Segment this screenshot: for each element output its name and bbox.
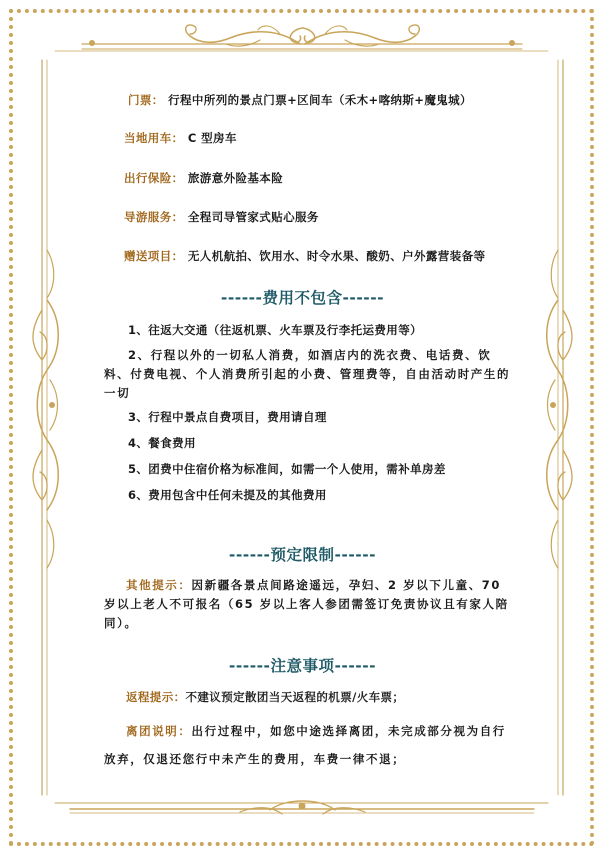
included-car-row bbox=[124, 130, 237, 146]
return-text: 不建议预定散团当天返程的机票/火车票； bbox=[185, 690, 405, 704]
excluded-item-2: 2、行程以外的一切私人消费，如酒店内的洗衣费、电话费、饮料、付费电视、个人消费所引起的小费、管理费等，自由活动时产生的一切 bbox=[104, 348, 511, 400]
booking-label: 其他提示： bbox=[126, 578, 192, 592]
excluded-item-3: 3、行程中景点自费项目，费用请自理 bbox=[128, 410, 327, 424]
guide-label: 导游服务： bbox=[124, 210, 184, 224]
included-insurance-row bbox=[124, 170, 283, 186]
included-gifts-row bbox=[124, 248, 485, 264]
excluded-item-6: 6、费用包含中任何未提及的其他费用 bbox=[128, 488, 327, 502]
ticket-text: 行程中所列的景点门票+区间车（禾木+喀纳斯+魔鬼城） bbox=[168, 93, 472, 107]
booking-paragraph bbox=[104, 576, 514, 633]
gifts-text: 无人机航拍、饮用水、时令水果、酸奶、户外露营装备等 bbox=[187, 249, 486, 263]
leave-label: 离团说明： bbox=[126, 724, 192, 738]
return-label: 返程提示： bbox=[126, 690, 186, 704]
ticket-label: 门票： bbox=[128, 93, 164, 107]
notes-leave-paragraph bbox=[104, 717, 514, 773]
excluded-item-1: 1、往返大交通（往返机票、火车票及行李托运费用等） bbox=[128, 323, 422, 337]
leave-text: 出行过程中，如您中途选择离团，未完成部分视为自行放弃，仅退还您行中未产生的费用，车费一律不退； bbox=[104, 724, 506, 766]
notes-return-row bbox=[126, 689, 404, 705]
booking-title: ------预定限制------ bbox=[228, 546, 377, 564]
booking-text: 因新疆各景点间路途遥远，孕妇、2 岁以下儿童、70 岁以上老人不可报名（65 岁以上客人参团需签订免责协议且有家人陪同）。 bbox=[104, 578, 509, 630]
guide-text: 全程司导管家式贴心服务 bbox=[187, 210, 319, 224]
gifts-label: 赠送项目： bbox=[124, 249, 184, 263]
included-guide-row bbox=[124, 209, 319, 225]
insurance-label: 出行保险： bbox=[124, 171, 184, 185]
included-ticket-row bbox=[128, 92, 472, 108]
insurance-text: 旅游意外险基本险 bbox=[187, 171, 284, 185]
car-label: 当地用车： bbox=[124, 131, 184, 145]
excluded-item-4: 4、餐食费用 bbox=[128, 436, 196, 450]
car-text: C 型房车 bbox=[187, 131, 237, 145]
notes-title: ------注意事项------ bbox=[228, 657, 377, 675]
excluded-item-5: 5、团费中住宿价格为标准间，如需一个人使用，需补单房差 bbox=[128, 462, 446, 476]
excluded-title: ------费用不包含------ bbox=[220, 289, 385, 307]
